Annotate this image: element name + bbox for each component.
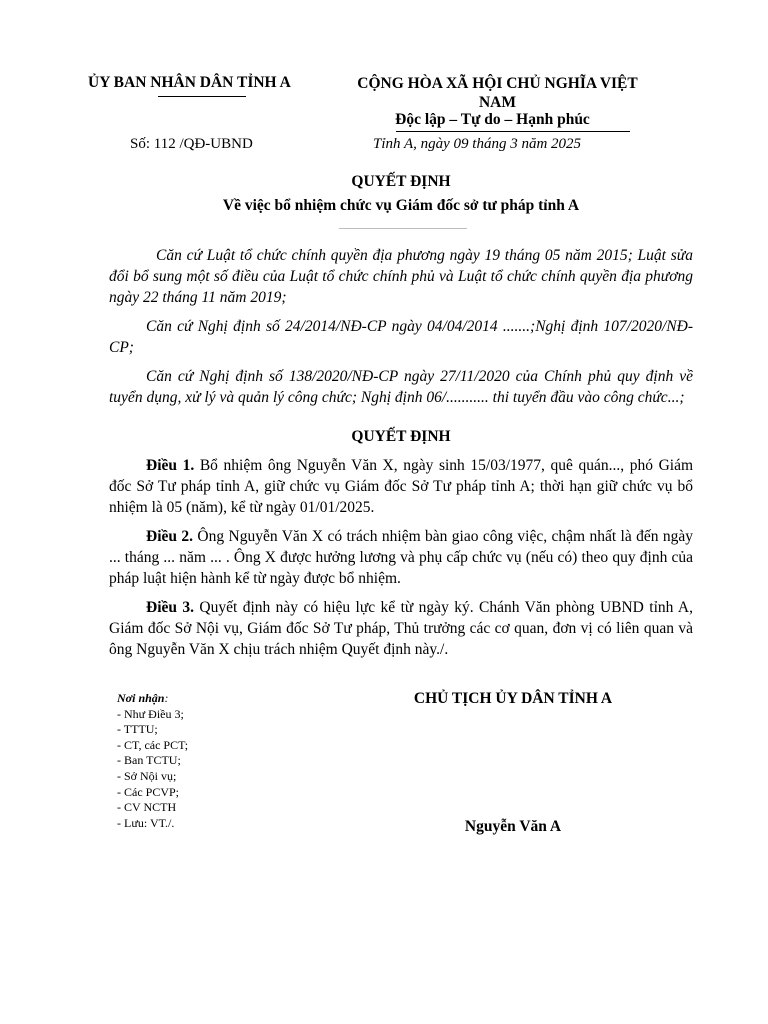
decision-heading: QUYẾT ĐỊNH: [351, 428, 451, 445]
article-text: Bổ nhiệm ông Nguyễn Văn X, ngày sinh 15/03/1977, quê quán..., phó Giám đốc Sở Tư pháp tỉnh A, giữ chức vụ Giám đốc Sở Tư pháp tỉnh A; thời hạn giữ chức vụ bổ nhiệm là 05 (năm), kể từ ngày 01/01/2025.: [109, 457, 694, 516]
article-3: [109, 597, 693, 660]
recipient-item: - TTTU;: [117, 722, 158, 737]
subject-underline: [339, 228, 467, 229]
republic-line-1: CỘNG HÒA XÃ HỘI CHỦ NGHĨA VIỆT: [357, 75, 638, 92]
recipients-label: Nơi nhận:: [117, 691, 169, 705]
recipients-block: [117, 691, 188, 831]
recipient-item: - Các PCVP;: [117, 784, 180, 799]
national-motto: Độc lập – Tự do – Hạnh phúc: [395, 111, 590, 128]
preamble-paragraph: Căn cứ Luật tổ chức chính quyền địa phương ngày 19 tháng 05 năm 2015; Luật sửa đổi bổ sung một số điều của Luật tổ chức chính phủ và Luật tổ chức chính quyền địa phương ngày 22 tháng 11 năm 2019;: [109, 247, 693, 306]
article-label: Điều 3.: [146, 599, 195, 616]
agency-underline: [158, 96, 246, 97]
recipient-item: - CT, các PCT;: [117, 737, 189, 752]
articles: [109, 455, 693, 660]
document-title: QUYẾT ĐỊNH: [351, 173, 451, 190]
recipient-item: - Lưu: VT./.: [117, 815, 175, 830]
preamble: [109, 245, 693, 408]
signature-title: CHỦ TỊCH ỦY DÂN TỈNH A: [413, 690, 613, 707]
article-text: Ông Nguyễn Văn X có trách nhiệm bàn giao công việc, chậm nhất là đến ngày ... tháng ... năm ... . Ông X được hưởng lương và phụ cấp chức vụ (nếu có) theo quy định của pháp luật hiện hành kể từ ngày được bổ nhiệm.: [109, 528, 694, 587]
republic-heading: [330, 74, 665, 112]
recipient-item: - Như Điều 3;: [117, 706, 184, 721]
article-2: [109, 526, 693, 589]
recipient-item: - Ban TCTU;: [117, 753, 181, 768]
recipient-item: - CV NCTH: [117, 800, 177, 815]
recipient-item: - Sở Nội vụ;: [117, 768, 177, 783]
article-text: Quyết định này có hiệu lực kể từ ngày ký. Chánh Văn phòng UBND tỉnh A, Giám đốc Sở Nội vụ, Giám đốc Sở Tư pháp, Thủ trưởng các cơ quan, đơn vị có liên quan và ông Nguyễn Văn X chịu trách nhiệm Quyết định này./.: [109, 599, 693, 658]
signer-name: Nguyễn Văn A: [464, 818, 562, 835]
preamble-paragraph: Căn cứ Nghị định số 138/2020/NĐ-CP ngày 27/11/2020 của Chính phủ quy định về tuyển dụng, xử lý và quản lý công chức; Nghị định 06/........... thi tuyển đầu vào công chức...;: [109, 368, 693, 406]
article-label: Điều 1.: [146, 457, 195, 474]
document-number: Số: 112 /QĐ-UBND: [130, 136, 253, 152]
motto-underline: [396, 131, 630, 132]
article-1: [109, 455, 693, 518]
document-subject: Về việc bổ nhiệm chức vụ Giám đốc sở tư pháp tỉnh A: [222, 197, 580, 214]
republic-line-2: NAM: [478, 94, 517, 111]
preamble-paragraph: Căn cứ Nghị định số 24/2014/NĐ-CP ngày 04/04/2014 .......;Nghị định 107/2020/NĐ-CP;: [109, 318, 693, 356]
agency-name: ỦY BAN NHÂN DÂN TỈNH A: [88, 74, 291, 91]
article-label: Điều 2.: [146, 528, 194, 545]
place-date: Tỉnh A, ngày 09 tháng 3 năm 2025: [373, 136, 582, 152]
